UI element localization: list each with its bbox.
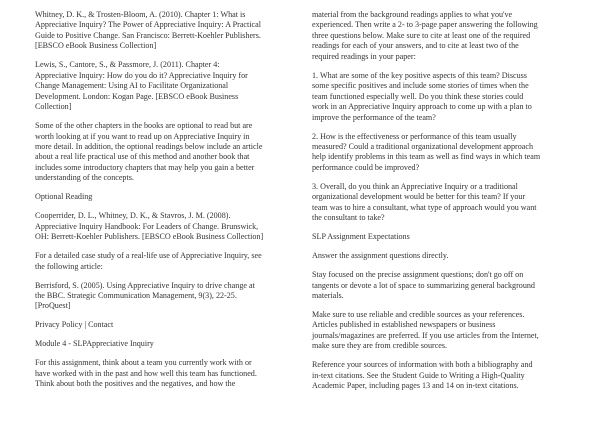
- reference-berrisford-2005: Berrisford, S. (2005). Using Appreciative Inquiry to drive change at the BBC. Strategic Communication Management, 9(3), 22-25. [ProQuest]: [35, 280, 255, 311]
- expectation-stay-focused: Stay focused on the precise assignment questions; don't go off on tangents or devote a lot of space to summarizing general background materials.: [312, 270, 535, 300]
- expectation-answer-directly: Answer the assignment questions directly.: [312, 251, 449, 261]
- assignment-instructions: material from the background readings applies to what you've experienced. Then write a 2- to 3-page paper answering the following three questions below. Make sure to cite at least one of the required readings for each of your answers, and to cite at least two of the required readings in your paper:: [312, 10, 538, 61]
- footer-links: Privacy Policy | Contact: [35, 320, 114, 330]
- optional-reading-heading: Optional Reading: [35, 192, 93, 202]
- case-study-intro: For a detailed case study of a real-life use of Appreciative Inquiry, see the following article:: [35, 251, 262, 271]
- reference-cooperrider-2008: Cooperrider, D. L., Whitney, D. K., & Stavros, J. M. (2008). Appreciative Inquiry Handbook: For Leaders of Change. Brunswick, OH: Berrett-Koehler Publishers. [EBSCO eBook Business Collection]: [35, 211, 264, 242]
- optional-chapters-note: Some of the other chapters in the books are optional to read but are worth looking at if you want to read up on Appreciative Inquiry in more detail. In addition, the optional readings below include an article about a real life practical use of this method and another book that includes some introductory chapters that may help you gain a better understanding of the concepts.: [35, 121, 263, 183]
- expectations-heading: SLP Assignment Expectations: [312, 232, 410, 242]
- expectation-references: Reference your sources of information with both a bibliography and in-text citations. See the Student Guide to Writing a High-Quality Academic Paper, including pages 13 and 14 on in-text citations.: [312, 360, 533, 391]
- question-2: 2. How is the effectiveness or performance of this team usually measured? Could a traditional organizational development approach help identify problems in this team as well as find ways in which team performance could be improved?: [312, 131, 541, 172]
- assignment-intro: For this assignment, think about a team you currently work with or have worked with in the past and how well this team has functioned. Think about both the positives and the negatives, and how the: [35, 358, 257, 389]
- reference-whitney-2010: Whitney, D. K., & Trosten-Bloom, A. (2010). Chapter 1: What is Appreciative Inquiry? The Power of Appreciative Inquiry: A Practical Guide to Positive Change. San Francisco: Berrett-Koehler Publishers. [EBSCO eBook Business Collection]: [35, 10, 261, 51]
- left-column: [35, 10, 297, 398]
- question-1: 1. What are some of the key positive aspects of this team? Discuss some specific positives and include some stories of times when the team functioned especially well. Do you think these stories could work in an Appreciative Inquiry approach to come up with a plan to improve the performance of the team?: [312, 70, 532, 122]
- expectation-credible-sources: Make sure to use reliable and credible sources as your references. Articles published in established newspapers or business journals/magazines are preferred. If you use articles from the Internet, make sure they are from credible sources.: [312, 309, 539, 351]
- right-column: [312, 10, 574, 400]
- reference-lewis-2011: Lewis, S., Cantore, S., & Passmore, J. (2011). Chapter 4: Appreciative Inquiry: How do you do it? Appreciative Inquiry for Change Management: Using AI to Facilitate Organizational Development. London: Kogan Page. [EBSCO eBook Business Collection]: [35, 60, 248, 112]
- module-heading: Module 4 - SLPAppreciative Inquiry: [35, 339, 154, 349]
- question-3: 3. Overall, do you think an Appreciative Inquiry or a traditional organizational development would be better for this team? If your team was to hire a consultant, what type of approach would you want the consultant to take?: [312, 181, 537, 223]
